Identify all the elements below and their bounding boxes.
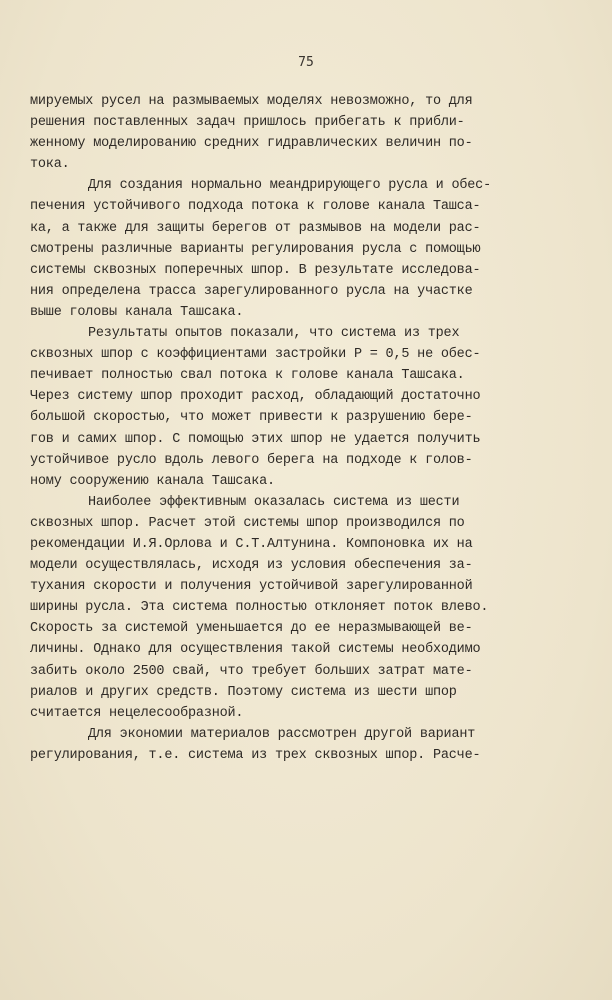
text-line: смотрены различные варианты регулирования русла с помощью	[30, 241, 481, 257]
paragraph-start-line: Наиболее эффективным оказалась система из шести	[88, 494, 460, 510]
page-number: 75	[298, 55, 314, 70]
text-line: печения устойчивого подхода потока к голове канала Ташса-	[30, 199, 481, 215]
text-line: ка, а также для защиты берегов от размывов на модели рас-	[30, 220, 481, 236]
text-line: устойчивое русло вдоль левого берега на подходе к голов-	[30, 452, 473, 468]
text-line: ния определена трасса зарегулированного русла на участке	[30, 283, 473, 299]
text-line: личины. Однако для осуществления такой системы необходимо	[30, 642, 481, 658]
text-line: гов и самих шпор. С помощью этих шпор не удается получить	[30, 431, 481, 447]
paragraph-start-line: Для создания нормально меандрирующего русла и обес-	[88, 178, 491, 194]
text-line: ширины русла. Эта система полностью отклоняет поток влево.	[30, 600, 489, 616]
text-line: системы сквозных поперечных шпор. В результате исследова-	[30, 262, 481, 278]
text-line: Через систему шпор проходит расход, обладающий достаточно	[30, 389, 481, 405]
text-line: ному сооружению канала Ташсака.	[30, 473, 275, 489]
text-line: женному моделированию средних гидравлических величин по-	[30, 136, 473, 152]
paragraph-start-line: Результаты опытов показали, что система из трех	[88, 326, 460, 342]
text-line: тока.	[30, 157, 70, 173]
text-line: регулирования, т.е. система из трех сквозных шпор. Расче-	[30, 747, 481, 763]
text-line: сквозных шпор с коэффициентами застройки P = 0,5 не обес-	[30, 347, 481, 363]
text-line: риалов и других средств. Поэтому система из шести шпор	[30, 684, 457, 700]
text-line: мируемых русел на размываемых моделях невозможно, то для	[30, 94, 473, 109]
text-line: считается нецелесообразной.	[30, 705, 244, 721]
text-line: тухания скорости и получения устойчивой зарегулированной	[30, 579, 473, 595]
text-line: решения поставленных задач пришлось прибегать к прибли-	[30, 115, 465, 131]
text-line: модели осуществлялась, исходя из условия обеспечения за-	[30, 558, 473, 574]
text-line: большой скоростью, что может привести к разрушению бере-	[30, 410, 473, 426]
text-line: выше головы канала Ташсака.	[30, 304, 244, 320]
text-line: сквозных шпор. Расчет этой системы шпор производился по	[30, 515, 465, 531]
text-line: Скорость за системой уменьшается до ее неразмывающей ве-	[30, 621, 473, 637]
body-text	[30, 91, 590, 766]
text-line: рекомендации И.Я.Орлова и С.Т.Алтунина. Компоновка их на	[30, 536, 473, 552]
paragraph-start-line: Для экономии материалов рассмотрен другой вариант	[88, 726, 476, 742]
text-line: печивает полностью свал потока к голове канала Ташсака.	[30, 368, 465, 384]
text-line: забить около 2500 свай, что требует больших затрат мате-	[30, 663, 473, 679]
